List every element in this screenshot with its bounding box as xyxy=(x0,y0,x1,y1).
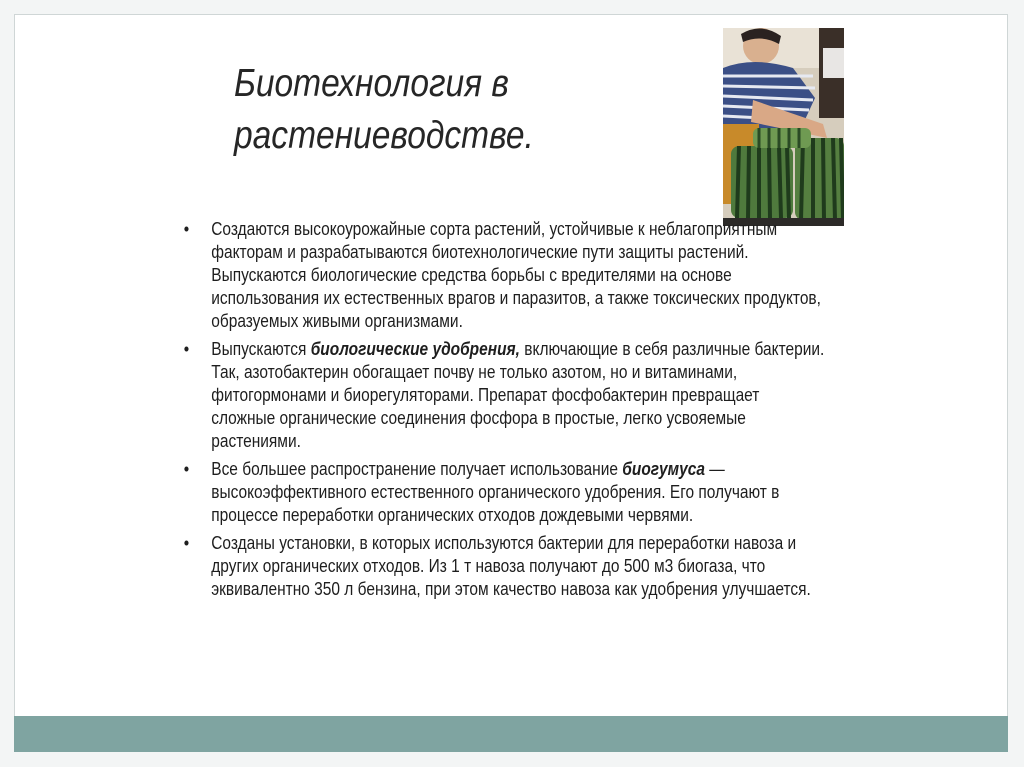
bullet-emphasis: биогумуса xyxy=(622,459,705,479)
bullet-emphasis: биологические удобрения, xyxy=(310,339,520,359)
bullet-text: Создаются высокоурожайные сорта растений, устойчивые к неблагоприятным факторам и разрабатываются биотехнологические пути защиты растений. Выпускаются биологические средства борьбы с вредителями на основе использования их естественных врагов и паразитов, а также токсических продуктов, образуемых живыми организмами. xyxy=(211,219,821,331)
bullet-text: Все большее распространение получает использование xyxy=(211,459,623,479)
title-line-2: растениеводстве. xyxy=(234,114,534,157)
photo-illustration xyxy=(723,28,844,226)
bullet-text: Созданы установки, в которых используются бактерии для переработки навоза и других органических отходов. Из 1 т навоза получают до 500 м3 биогаза, что эквивалентно 350 л бензина, при этом качество навоза как удобрения улучшается. xyxy=(211,533,811,599)
bottom-accent-bar xyxy=(14,716,1008,752)
bullet-text: — высокоэффективного естественного органического удобрения. Его получают в процессе переработки органических отходов дождевыми червями. xyxy=(211,459,780,525)
list-item xyxy=(182,532,827,601)
list-item xyxy=(182,338,827,453)
bullet-marker: • xyxy=(183,459,190,479)
bullet-text: Выпускаются xyxy=(211,339,311,359)
title-line-1: Биотехнология в xyxy=(234,62,509,105)
bullet-marker: • xyxy=(183,339,190,359)
list-item xyxy=(182,458,827,527)
bullet-list xyxy=(182,218,827,606)
bullet-marker: • xyxy=(183,533,190,553)
bullet-text: включающие в себя различные бактерии. Так, азотобактерин обогащает почву не только азотом, но и витаминами, фитогормонами и биорегуляторами. Препарат фосфобактерин превращает сложные органические соединения фосфора в простые, легко усвояемые растениями. xyxy=(211,339,825,451)
bullet-marker: • xyxy=(183,219,190,239)
square-watermelons-photo xyxy=(723,28,844,226)
list-item xyxy=(182,218,827,333)
slide-title xyxy=(234,58,595,162)
